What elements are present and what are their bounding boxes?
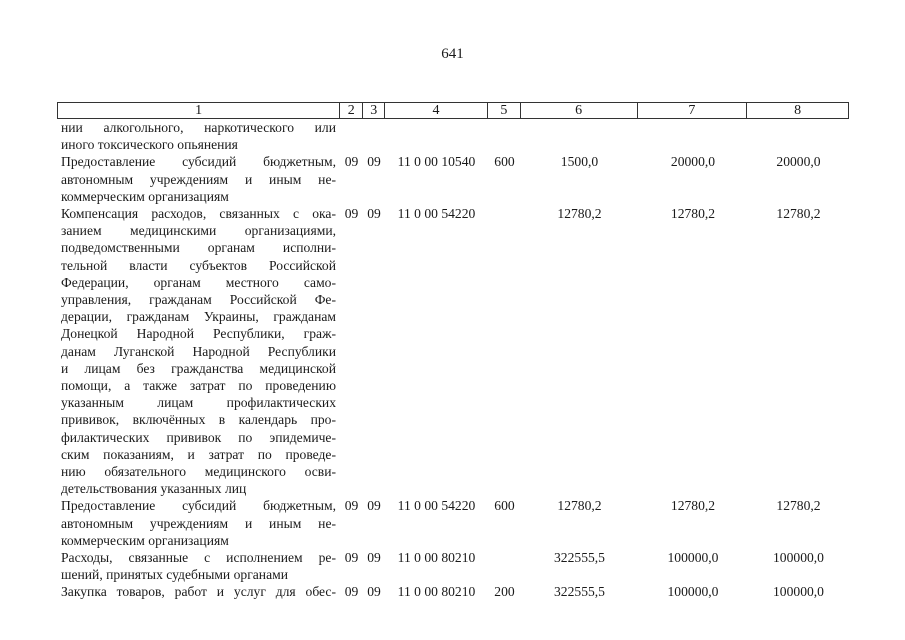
- cell-section: 09: [344, 154, 359, 170]
- cell-amount-8: 12780,2: [776, 206, 821, 222]
- description-line: нию обязательного медицинского осви-: [61, 464, 336, 480]
- cell-amount-8: 20000,0: [776, 154, 821, 170]
- header-col-3: 3: [363, 103, 385, 118]
- description-line: филактических прививок по эпидемиче-: [61, 429, 336, 445]
- description-line: занием медицинскими организациями,: [61, 223, 336, 239]
- description-line: подведомственными органам исполни-: [61, 240, 336, 256]
- cell-amount-6: 322555,5: [554, 550, 605, 566]
- description-line: Предоставление субсидий бюджетным,: [61, 154, 336, 170]
- cell-amount-7: 100000,0: [667, 550, 719, 566]
- cell-subsection: [363, 119, 385, 153]
- header-col-8: 8: [794, 103, 802, 118]
- description-line: ским показаниям, и затрат по проведе-: [61, 446, 336, 462]
- description-line: Федерации, органам местного само-: [61, 274, 336, 290]
- cell-section: 09: [344, 584, 359, 600]
- table-row: [57, 119, 849, 153]
- table-row: [57, 497, 849, 549]
- cell-amount-8: [748, 119, 849, 153]
- description-line: указанным лицам профилактических: [61, 395, 336, 411]
- header-col-5: 5: [488, 103, 521, 118]
- header-col-2: 2: [340, 103, 363, 118]
- cell-expense-type: [488, 205, 521, 497]
- description-line: Компенсация расходов, связанных с ока-: [61, 206, 336, 222]
- page-number: 641: [441, 46, 464, 62]
- cell-target-code: 11 0 00 80210: [397, 550, 476, 566]
- description-line: Расходы, связанные с исполнением ре-: [61, 550, 336, 566]
- cell-amount-8: 12780,2: [776, 498, 821, 514]
- cell-amount-7: 12780,2: [670, 206, 716, 222]
- cell-amount-6: [521, 119, 638, 153]
- table-row: [57, 153, 849, 205]
- description-line: коммерческим организациям: [61, 532, 229, 548]
- table-row: [57, 205, 849, 497]
- row-description: [57, 497, 340, 549]
- cell-subsection: 09: [367, 498, 381, 514]
- description-line: прививок, включённых в календарь про-: [61, 412, 336, 428]
- cell-amount-7: 12780,2: [670, 498, 716, 514]
- description-line: автономным учреждениям и иным не-: [61, 171, 336, 187]
- table-header: [57, 102, 849, 119]
- cell-amount-6: 12780,2: [557, 498, 602, 514]
- cell-amount-7: 100000,0: [667, 584, 719, 600]
- cell-section: 09: [344, 550, 359, 566]
- row-description: [57, 153, 340, 205]
- row-description: [57, 549, 340, 583]
- cell-subsection: 09: [367, 206, 381, 222]
- description-line: Закупка товаров, работ и услуг для обес-: [61, 584, 336, 600]
- description-line: Донецкой Народной Республики, граж-: [61, 326, 336, 342]
- table-row: [57, 549, 849, 583]
- description-line: иного токсического опьянения: [61, 137, 238, 153]
- table-row: [57, 583, 849, 600]
- cell-amount-8: 100000,0: [773, 550, 824, 566]
- description-line: данам Луганской Народной Республики: [61, 343, 336, 359]
- description-line: коммерческим организациям: [61, 188, 229, 204]
- cell-amount-8: 100000,0: [773, 584, 824, 600]
- cell-amount-7: 20000,0: [670, 154, 716, 170]
- description-line: и лицам без гражданства медицинской: [61, 360, 336, 376]
- header-col-7: 7: [638, 103, 748, 118]
- cell-expense-type: [488, 549, 521, 583]
- cell-target-code: 11 0 00 10540: [397, 154, 476, 170]
- cell-amount-6: 12780,2: [557, 206, 602, 222]
- header-col-4: 4: [385, 103, 488, 118]
- description-line: автономным учреждениям и иным не-: [61, 515, 336, 531]
- cell-amount-6: 322555,5: [554, 584, 605, 600]
- header-col-6: 6: [521, 103, 638, 118]
- cell-target-code: [385, 119, 488, 153]
- row-description: [57, 583, 340, 600]
- cell-section: 09: [344, 206, 359, 222]
- cell-expense-type: [488, 119, 521, 153]
- cell-target-code: 11 0 00 80210: [397, 584, 476, 600]
- cell-expense-type: 200: [494, 584, 515, 600]
- description-line: тельной власти субъектов Российской: [61, 257, 336, 273]
- cell-target-code: 11 0 00 54220: [397, 498, 476, 514]
- description-line: нии алкогольного, наркотического или: [61, 120, 336, 135]
- table-body: [57, 119, 849, 601]
- description-line: управления, гражданам Российской Фе-: [61, 292, 336, 308]
- cell-amount-6: 1500,0: [560, 154, 599, 170]
- description-line: детельствования указанных лиц: [61, 481, 247, 497]
- cell-expense-type: 600: [494, 498, 515, 514]
- description-line: шений, принятых судебными органами: [61, 567, 288, 583]
- row-description: [57, 119, 340, 153]
- header-col-1: 1: [58, 103, 340, 118]
- row-description: [57, 205, 340, 497]
- cell-subsection: 09: [367, 154, 381, 170]
- description-line: помощи, а также затрат по проведению: [61, 378, 336, 394]
- cell-section: [340, 119, 363, 153]
- cell-expense-type: 600: [494, 154, 515, 170]
- cell-target-code: 11 0 00 54220: [397, 206, 476, 222]
- description-line: Предоставление субсидий бюджетным,: [61, 498, 336, 514]
- cell-subsection: 09: [367, 584, 381, 600]
- cell-amount-7: [638, 119, 748, 153]
- description-line: дерации, гражданам Украины, гражданам: [61, 309, 336, 325]
- cell-section: 09: [344, 498, 359, 514]
- cell-subsection: 09: [367, 550, 381, 566]
